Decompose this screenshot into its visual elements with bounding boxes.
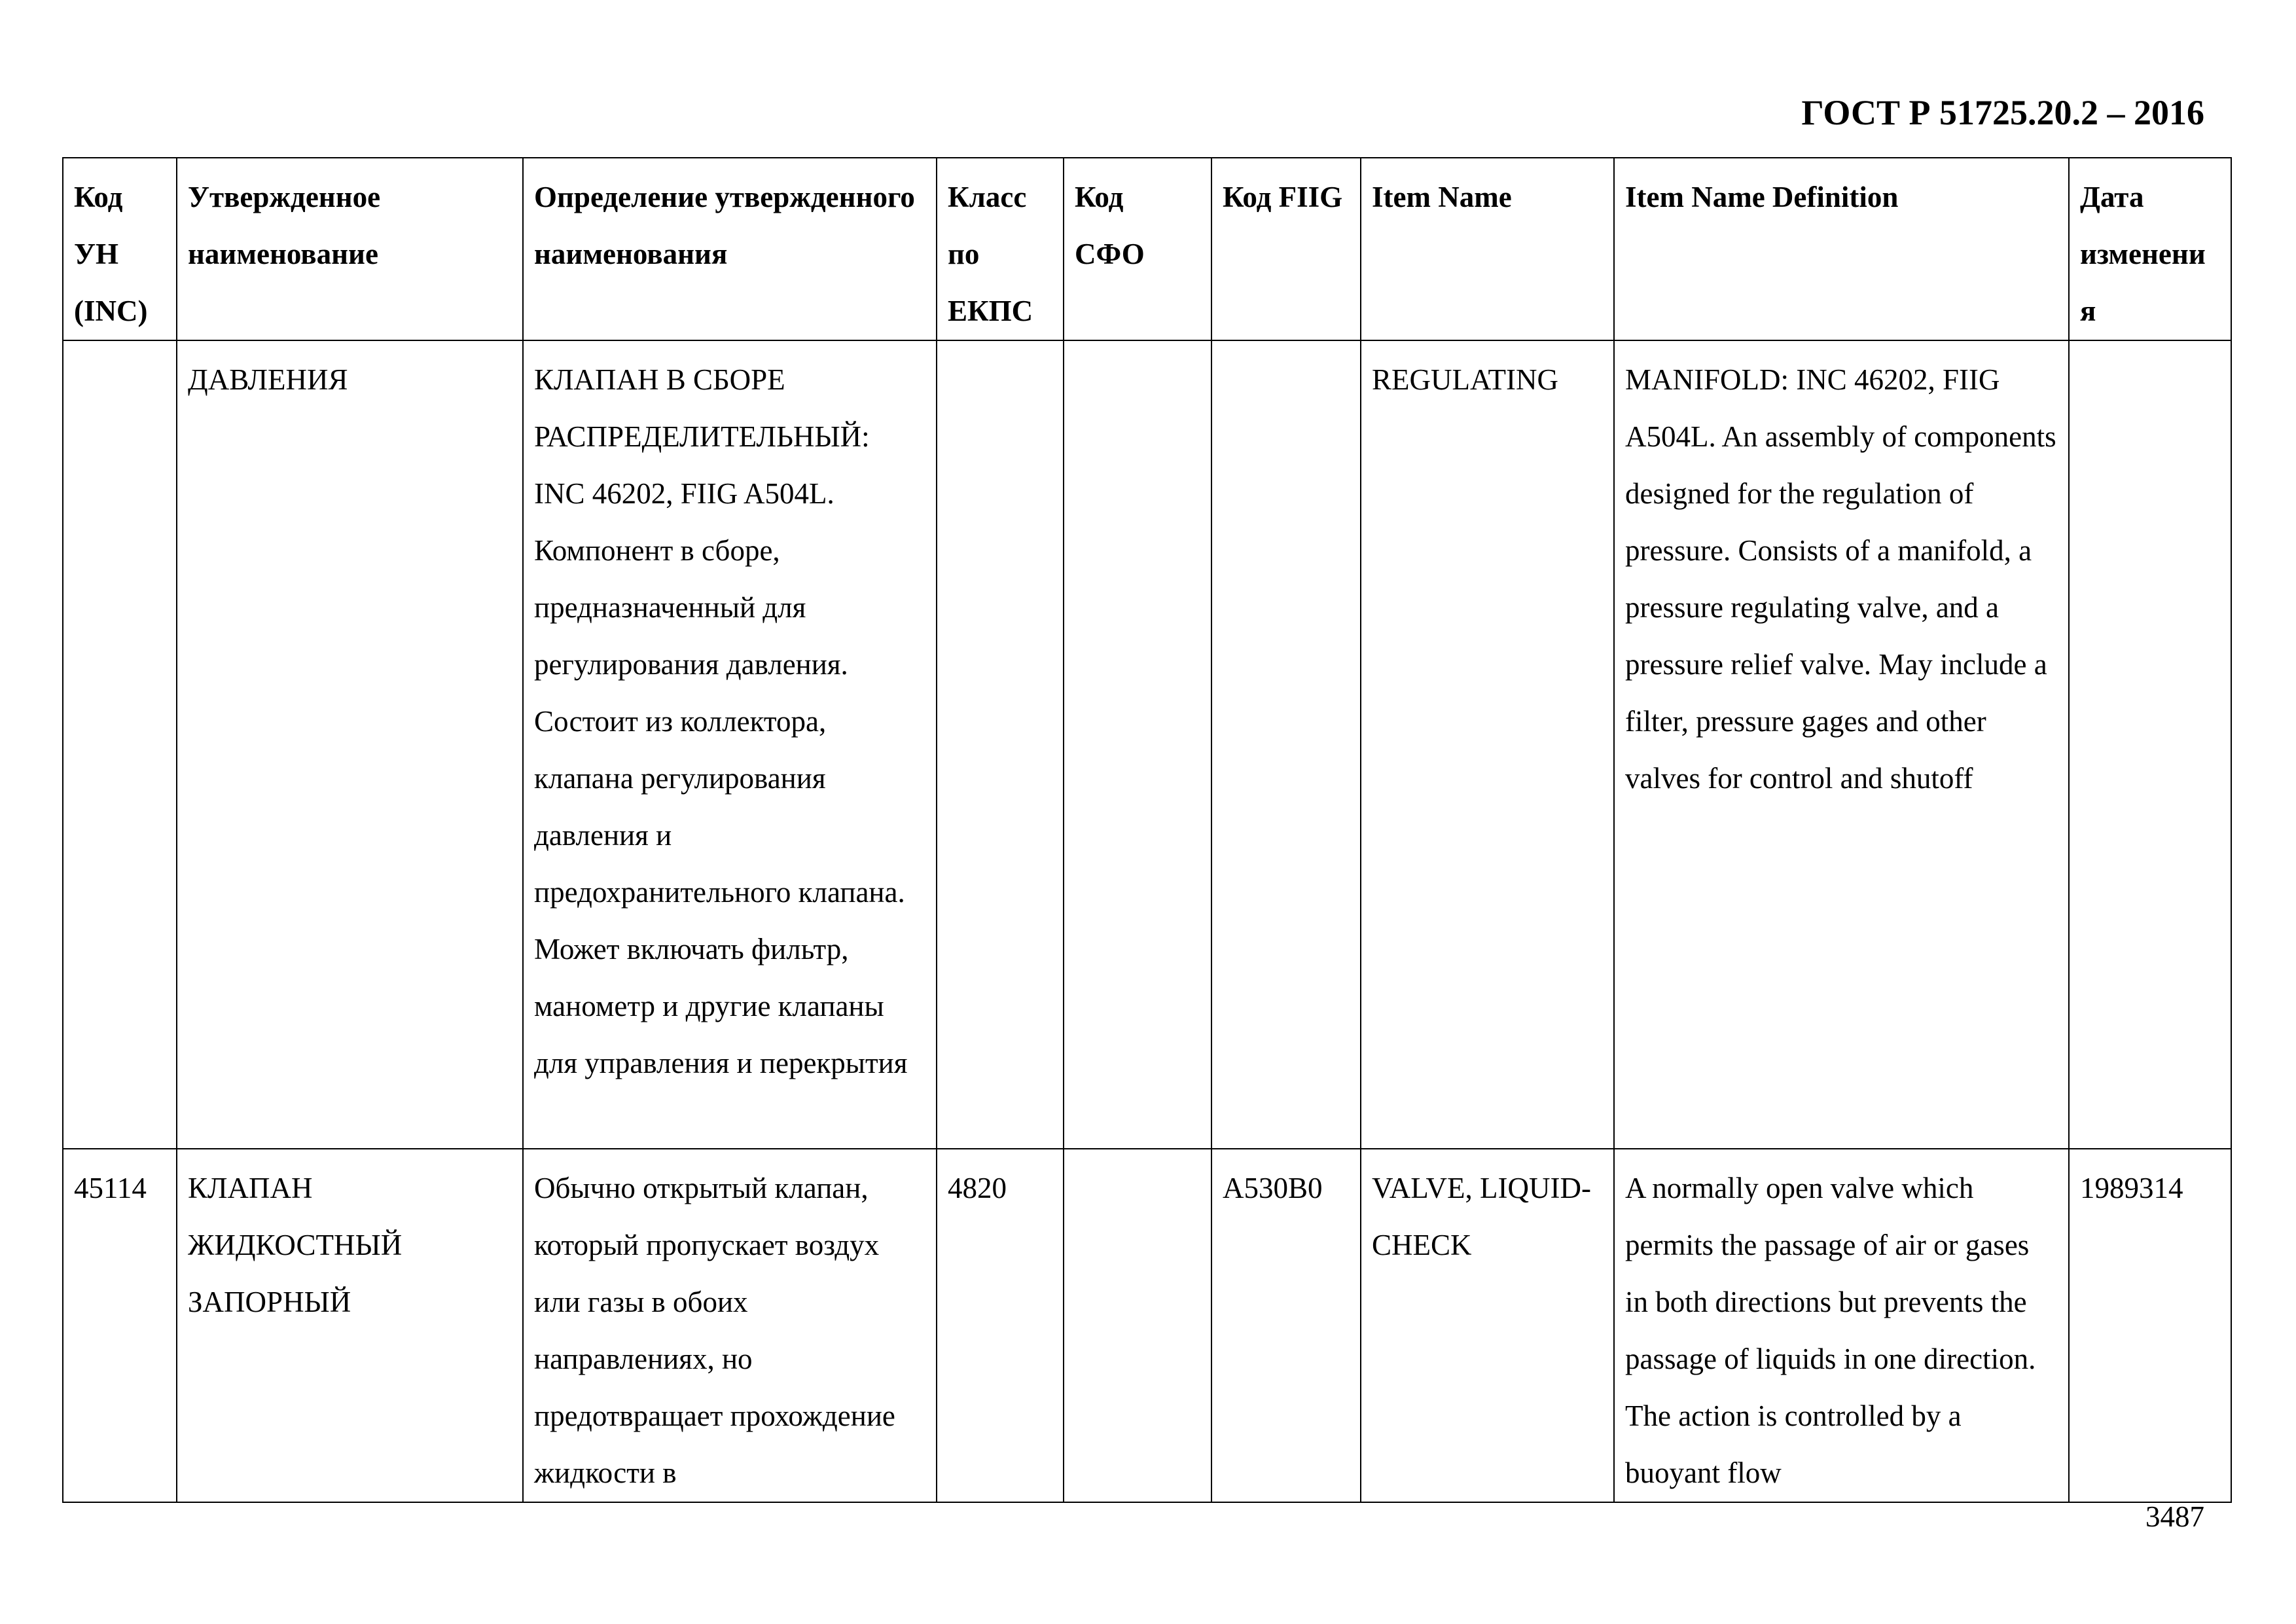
cell-sfo	[1064, 1149, 1211, 1502]
cell-fiig	[1211, 340, 1361, 1149]
cell-definition: КЛАПАН В СБОРЕ РАСПРЕДЕЛИТЕЛЬНЫЙ: INC 46202, FIIG A504L. Компонент в сборе, предназначенный для регулирования давления. Состоит из коллектора, клапана регулирования давления и предохранительного клапана. Может включать фильтр, манометр и другие клапаны для управления и перекрытия	[523, 340, 937, 1149]
cell-inc	[63, 340, 177, 1149]
table-header-row	[63, 158, 2231, 340]
document-standard-title: ГОСТ Р 51725.20.2 – 2016	[1801, 93, 2204, 132]
cell-sfo	[1064, 340, 1211, 1149]
cell-item-definition: MANIFOLD: INC 46202, FIIG A504L. An assembly of components designed for the regulation of pressure. Consists of a manifold, a pressure regulating valve, and a pressure relief valve. May include a filter, pressure gages and other valves for control and shutoff	[1614, 340, 2069, 1149]
column-header-inc: Код УН (INC)	[63, 158, 177, 340]
column-header-fiig: Код FIIG	[1211, 158, 1361, 340]
column-header-approved-name: Утвержденное наименование	[177, 158, 523, 340]
item-names-table	[62, 157, 2232, 1503]
page-number: 3487	[2145, 1500, 2204, 1533]
column-header-item-definition: Item Name Definition	[1614, 158, 2069, 340]
cell-class: 4820	[937, 1149, 1064, 1502]
table-row	[63, 1149, 2231, 1502]
cell-approved-name: ДАВЛЕНИЯ	[177, 340, 523, 1149]
column-header-item-name: Item Name	[1361, 158, 1614, 340]
cell-item-definition: A normally open valve which permits the passage of air or gases in both directions but prevents the passage of liquids in one direction. The action is controlled by a buoyant flow	[1614, 1149, 2069, 1502]
cell-approved-name: КЛАПАН ЖИДКОСТНЫЙ ЗАПОРНЫЙ	[177, 1149, 523, 1502]
cell-fiig: A530B0	[1211, 1149, 1361, 1502]
cell-definition: Обычно открытый клапан, который пропускает воздух или газы в обоих направлениях, но предотвращает прохождение жидкости в	[523, 1149, 937, 1502]
column-header-sfo: Код СФО	[1064, 158, 1211, 340]
cell-date	[2069, 340, 2231, 1149]
cell-inc: 45114	[63, 1149, 177, 1502]
cell-date: 1989314	[2069, 1149, 2231, 1502]
cell-class	[937, 340, 1064, 1149]
table-row	[63, 340, 2231, 1149]
cell-item-name: REGULATING	[1361, 340, 1614, 1149]
column-header-definition: Определение утвержденного наименования	[523, 158, 937, 340]
column-header-class: Класс по ЕКПС	[937, 158, 1064, 340]
column-header-date: Дата изменения	[2069, 158, 2231, 340]
cell-item-name: VALVE, LIQUID-CHECK	[1361, 1149, 1614, 1502]
